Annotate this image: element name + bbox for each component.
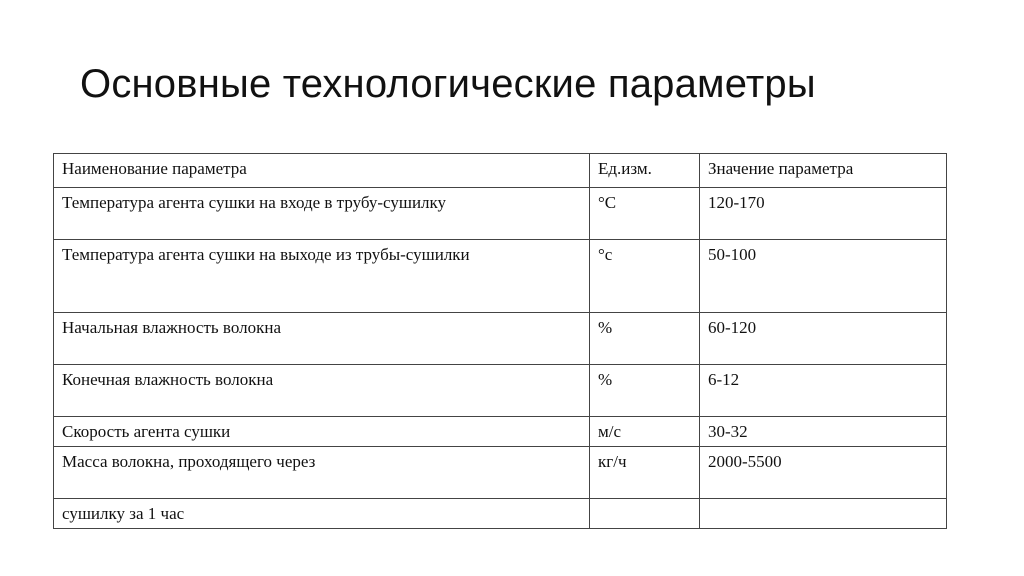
parameter-name-cell: Температура агента сушки на выходе из трубы-сушилки <box>54 240 590 313</box>
unit-cell: кг/ч <box>590 447 700 499</box>
value-cell: 50-100 <box>700 240 947 313</box>
value-cell: 6-12 <box>700 365 947 417</box>
header-parameter-value: Значение параметра <box>700 154 947 188</box>
parameter-name-cell: Начальная влажность волокна <box>54 313 590 365</box>
parameter-name-cell: сушилку за 1 час <box>54 499 590 529</box>
unit-cell: % <box>590 365 700 417</box>
unit-cell: % <box>590 313 700 365</box>
value-cell: 2000-5500 <box>700 447 947 499</box>
table-row <box>54 447 947 499</box>
table-row <box>54 365 947 417</box>
parameter-name-cell: Скорость агента сушки <box>54 417 590 447</box>
table-row <box>54 499 947 529</box>
parameters-table <box>53 153 947 529</box>
value-cell <box>700 499 947 529</box>
parameter-name-cell: Масса волокна, проходящего через <box>54 447 590 499</box>
unit-cell <box>590 499 700 529</box>
header-parameter-name: Наименование параметра <box>54 154 590 188</box>
table-header-row <box>54 154 947 188</box>
slide-title: Основные технологические параметры <box>80 62 816 106</box>
table-row <box>54 313 947 365</box>
table-row <box>54 417 947 447</box>
parameter-name-cell: Конечная влажность волокна <box>54 365 590 417</box>
header-unit: Ед.изм. <box>590 154 700 188</box>
value-cell: 60-120 <box>700 313 947 365</box>
unit-cell: м/с <box>590 417 700 447</box>
table-row <box>54 240 947 313</box>
unit-cell: °с <box>590 240 700 313</box>
parameter-name-cell: Температура агента сушки на входе в трубу-сушилку <box>54 188 590 240</box>
value-cell: 30-32 <box>700 417 947 447</box>
unit-cell: °С <box>590 188 700 240</box>
value-cell: 120-170 <box>700 188 947 240</box>
table-row <box>54 188 947 240</box>
